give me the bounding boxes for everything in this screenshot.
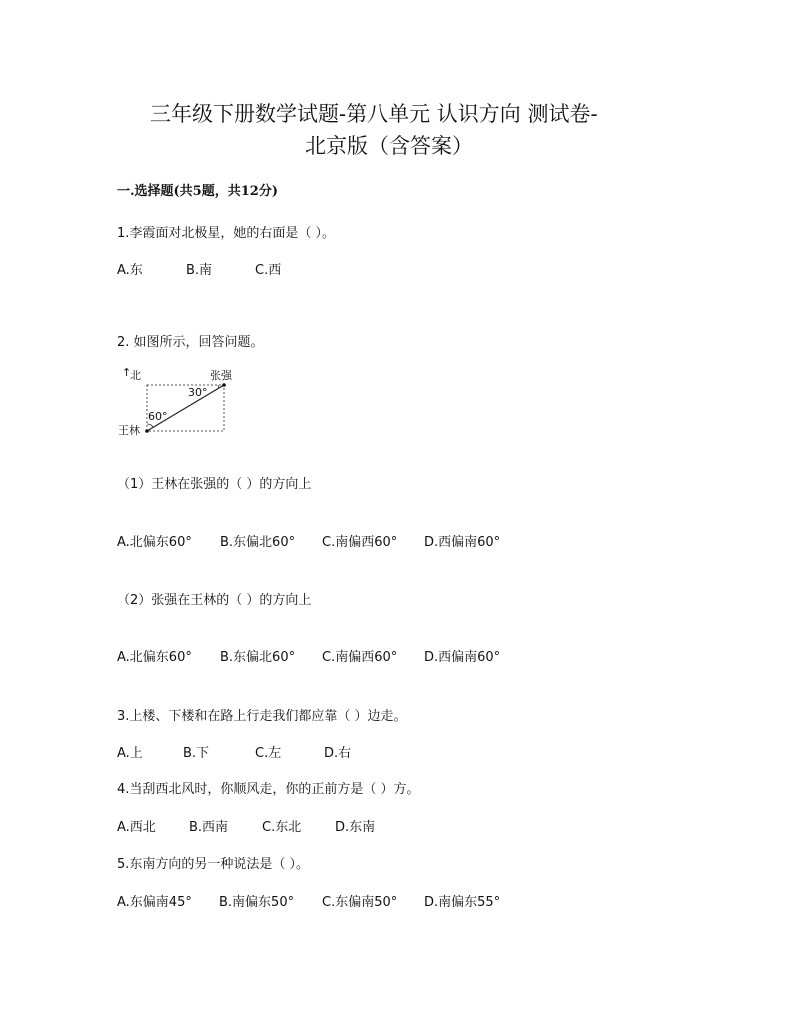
q1-option-a: A.东 xyxy=(117,263,143,278)
q2-1-option-c: C.南偏西60° xyxy=(322,535,398,550)
q5-option-c: C.东偏南50° xyxy=(322,895,398,910)
q2-2-option-c: C.南偏西60° xyxy=(322,650,398,665)
north-arrow-icon: ↑ xyxy=(122,366,132,379)
q3-option-a: A.上 xyxy=(117,746,143,761)
angle-30-label: 30° xyxy=(188,386,208,399)
q1-option-b: B.南 xyxy=(186,263,213,278)
point-zhangqiang xyxy=(222,383,226,387)
q3-option-d: D.右 xyxy=(324,746,352,761)
question-5: 5.东南方向的另一种说法是（ ）。 xyxy=(117,857,310,872)
q2-1-option-b: B.东偏北60° xyxy=(220,535,296,550)
zhangqiang-label: 张强 xyxy=(210,369,232,382)
question-2: 2. 如图所示，回答问题。 xyxy=(117,335,264,350)
q2-2-option-d: D.西偏南60° xyxy=(424,650,501,665)
question-4: 4.当刮西北风时，你顺风走，你的正前方是（ ）方。 xyxy=(117,782,420,797)
q4-option-b: B.西南 xyxy=(189,820,229,835)
q4-option-c: C.东北 xyxy=(262,820,302,835)
point-wanglin xyxy=(145,429,149,433)
q4-option-a: A.西北 xyxy=(117,820,156,835)
connecting-line xyxy=(147,385,224,431)
q2-1-option-a: A.北偏东60° xyxy=(117,535,192,550)
page-title-line2: 北京版（含答案） xyxy=(305,134,473,158)
q5-option-b: B.南偏东50° xyxy=(219,895,295,910)
section-header: 一.选择题(共5题，共12分) xyxy=(117,184,278,199)
question-1: 1.李霞面对北极星，她的右面是（ ）。 xyxy=(117,226,336,241)
direction-figure xyxy=(118,362,238,438)
question-2-sub-1: （1）王林在张强的（ ）的方向上 xyxy=(117,477,312,492)
q3-option-c: C.左 xyxy=(255,746,282,761)
q2-2-option-a: A.北偏东60° xyxy=(117,650,192,665)
wanglin-label: 王林 xyxy=(118,424,140,437)
q2-1-option-d: D.西偏南60° xyxy=(424,535,501,550)
question-3: 3.上楼、下楼和在路上行走我们都应靠（ ）边走。 xyxy=(117,709,407,724)
angle-arc-bottom xyxy=(147,424,153,427)
north-label: 北 xyxy=(130,369,141,382)
page-title-line1: 三年级下册数学试题-第八单元 认识方向 测试卷- xyxy=(150,102,598,126)
question-2-sub-2: （2）张强在王林的（ ）的方向上 xyxy=(117,593,312,608)
angle-60-label: 60° xyxy=(148,410,168,423)
q5-option-d: D.南偏东55° xyxy=(424,895,501,910)
q5-option-a: A.东偏南45° xyxy=(117,895,192,910)
q3-option-b: B.下 xyxy=(183,746,210,761)
q4-option-d: D.东南 xyxy=(335,820,376,835)
q1-option-c: C.西 xyxy=(255,263,282,278)
angle-arc-top xyxy=(218,385,219,388)
q2-2-option-b: B.东偏北60° xyxy=(220,650,296,665)
